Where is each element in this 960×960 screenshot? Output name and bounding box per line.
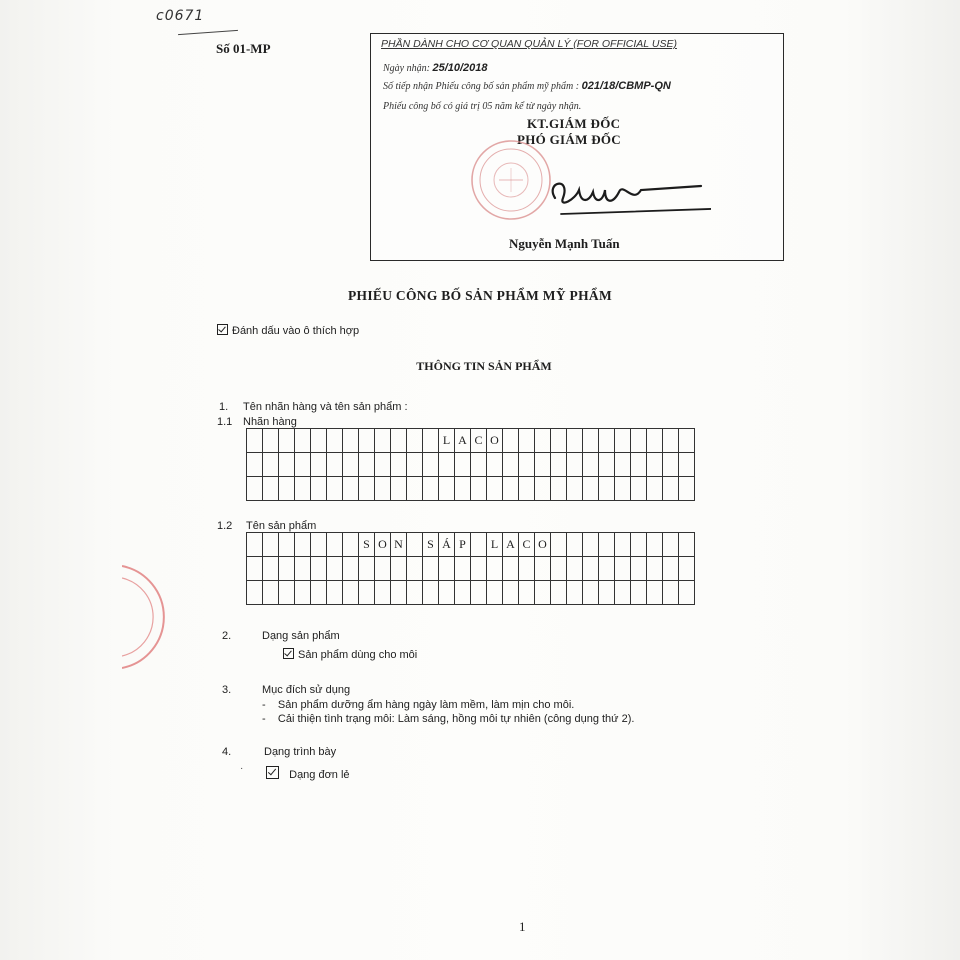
grid-cell: [439, 453, 455, 477]
grid-cell: [343, 477, 359, 501]
grid-cell: C: [471, 429, 487, 453]
grid-cell: [295, 477, 311, 501]
grid-cell: [519, 557, 535, 581]
grid-cell: [263, 429, 279, 453]
grid-cell: [263, 581, 279, 605]
grid-cell: [663, 557, 679, 581]
grid-cell: [551, 533, 567, 557]
grid-cell: [423, 477, 439, 501]
grid-cell: [327, 557, 343, 581]
grid-cell: [487, 581, 503, 605]
receipt-number-label: Số tiếp nhận Phiếu công bố sản phẩm mỹ phẩm :: [383, 81, 580, 92]
receipt-number-value: 021/18/CBMP-QN: [581, 80, 671, 92]
grid-cell: [423, 453, 439, 477]
grid-cell: [583, 477, 599, 501]
item-3-bullet: - Sản phẩm dưỡng ẩm hàng ngày làm mềm, làm mịn cho môi.: [262, 699, 575, 711]
grid-cell: [599, 557, 615, 581]
grid-cell: [375, 453, 391, 477]
grid-cell: [567, 477, 583, 501]
grid-cell: [663, 533, 679, 557]
grid-cell: [679, 477, 695, 501]
grid-cell: [359, 477, 375, 501]
grid-cell: [279, 453, 295, 477]
grid-cell: [311, 477, 327, 501]
grid-cell: [551, 477, 567, 501]
grid-cell: [471, 557, 487, 581]
received-date-line: [383, 62, 488, 74]
grid-cell: [279, 581, 295, 605]
grid-cell: [599, 453, 615, 477]
grid-cell: P: [455, 533, 471, 557]
item-4-number: 4.: [222, 746, 232, 758]
grid-cell: [407, 557, 423, 581]
grid-cell: [375, 581, 391, 605]
grid-cell: [359, 581, 375, 605]
grid-cell: [311, 429, 327, 453]
grid-cell: [327, 453, 343, 477]
grid-cell: [487, 557, 503, 581]
grid-cell: [407, 453, 423, 477]
grid-cell: [327, 477, 343, 501]
grid-cell: [247, 581, 263, 605]
grid-cell: A: [455, 429, 471, 453]
grid-cell: [567, 429, 583, 453]
item-2-label: Dạng sản phẩm: [262, 630, 340, 642]
grid-cell: [391, 477, 407, 501]
grid-cell: [503, 557, 519, 581]
grid-cell: [615, 453, 631, 477]
grid-cell: [647, 533, 663, 557]
grid-cell: [535, 477, 551, 501]
grid-cell: O: [535, 533, 551, 557]
grid-cell: [663, 453, 679, 477]
grid-cell: [343, 533, 359, 557]
grid-cell: [247, 533, 263, 557]
grid-cell: [359, 453, 375, 477]
grid-cell: [631, 477, 647, 501]
grid-cell: [247, 453, 263, 477]
grid-cell: [327, 429, 343, 453]
grid-cell: [311, 581, 327, 605]
grid-cell: [455, 453, 471, 477]
grid-cell: [279, 429, 295, 453]
grid-cell: [535, 429, 551, 453]
item-1-2-number: 1.2: [217, 520, 233, 532]
grid-cell: [679, 533, 695, 557]
grid-cell: [647, 477, 663, 501]
grid-cell: [407, 581, 423, 605]
grid-cell: [663, 581, 679, 605]
grid-cell: [263, 557, 279, 581]
item-4-option-text: Dạng đơn lẻ: [289, 769, 350, 781]
product-name-grid: [246, 532, 695, 605]
grid-cell: [535, 557, 551, 581]
grid-cell: [311, 453, 327, 477]
page-number: 1: [519, 919, 526, 934]
grid-cell: O: [487, 429, 503, 453]
grid-cell: [567, 581, 583, 605]
grid-cell: [311, 533, 327, 557]
item-3-bullet-text: Sản phẩm dưỡng ẩm hàng ngày làm mềm, làm mịn cho môi.: [277, 699, 575, 711]
grid-cell: [631, 429, 647, 453]
grid-cell: [679, 453, 695, 477]
grid-cell: [327, 581, 343, 605]
item-4-label: Dạng trình bày: [264, 746, 337, 758]
grid-cell: [295, 557, 311, 581]
item-3-label: Mục đích sử dụng: [262, 684, 351, 696]
handwritten-underline: [178, 30, 238, 35]
grid-cell: [663, 429, 679, 453]
grid-cell: [391, 453, 407, 477]
official-use-box: [370, 33, 784, 261]
grid-cell: [599, 429, 615, 453]
brand-name-grid: [246, 428, 695, 501]
grid-cell: [359, 429, 375, 453]
grid-cell: [455, 581, 471, 605]
checked-box-icon: [283, 648, 294, 659]
grid-cell: Á: [439, 533, 455, 557]
grid-cell: [311, 557, 327, 581]
grid-cell: [519, 429, 535, 453]
handwritten-number: c0671: [156, 8, 205, 24]
grid-cell: [519, 453, 535, 477]
checked-box-icon: [217, 324, 228, 335]
grid-cell: [295, 429, 311, 453]
grid-cell: [599, 533, 615, 557]
grid-cell: [375, 477, 391, 501]
grid-cell: [503, 453, 519, 477]
check-instruction: [217, 324, 359, 337]
grid-cell: [375, 429, 391, 453]
official-box-title: PHẦN DÀNH CHO CƠ QUAN QUẢN LÝ (FOR OFFICIAL USE): [381, 38, 677, 50]
grid-cell: [423, 557, 439, 581]
grid-cell: [423, 429, 439, 453]
grid-cell: [679, 557, 695, 581]
grid-cell: [583, 429, 599, 453]
grid-cell: [615, 477, 631, 501]
grid-cell: [551, 429, 567, 453]
partial-seal-stamp: [122, 562, 166, 672]
grid-cell: [551, 581, 567, 605]
grid-cell: [583, 453, 599, 477]
grid-cell: [439, 477, 455, 501]
grid-cell: [487, 477, 503, 501]
grid-cell: [679, 581, 695, 605]
grid-cell: [391, 557, 407, 581]
grid-cell: [503, 581, 519, 605]
grid-cell: [599, 581, 615, 605]
grid-cell: [567, 557, 583, 581]
grid-cell: [423, 581, 439, 605]
grid-cell: [343, 581, 359, 605]
item-1-label: Tên nhãn hàng và tên sản phẩm :: [243, 401, 408, 413]
grid-cell: [471, 453, 487, 477]
grid-cell: [327, 533, 343, 557]
grid-cell: [487, 453, 503, 477]
grid-cell: [647, 453, 663, 477]
grid-cell: [391, 581, 407, 605]
grid-cell: [391, 429, 407, 453]
grid-cell: [631, 533, 647, 557]
grid-cell: [503, 477, 519, 501]
signer-title-1: KT.GIÁM ĐỐC: [527, 116, 621, 131]
grid-cell: [343, 557, 359, 581]
item-3-bullet-text: Cải thiện tình trạng môi: Làm sáng, hồng môi tự nhiên (công dụng thứ 2).: [277, 713, 635, 725]
grid-cell: [535, 581, 551, 605]
grid-cell: [519, 581, 535, 605]
item-3-bullet: - Cải thiện tình trạng môi: Làm sáng, hồng môi tự nhiên (công dụng thứ 2).: [262, 713, 635, 725]
grid-cell: [247, 477, 263, 501]
grid-cell: [583, 581, 599, 605]
grid-cell: [263, 533, 279, 557]
item-1-2-label: Tên sản phẩm: [246, 520, 317, 532]
grid-cell: [647, 581, 663, 605]
grid-cell: N: [391, 533, 407, 557]
grid-cell: [407, 533, 423, 557]
grid-cell: [631, 581, 647, 605]
grid-cell: [295, 581, 311, 605]
grid-cell: [343, 429, 359, 453]
grid-cell: [247, 429, 263, 453]
grid-cell: [503, 429, 519, 453]
section-title: THÔNG TIN SẢN PHẨM: [416, 359, 552, 373]
grid-cell: [615, 533, 631, 557]
form-number: Số 01-MP: [216, 41, 271, 56]
grid-cell: [439, 557, 455, 581]
grid-cell: [615, 557, 631, 581]
grid-cell: O: [375, 533, 391, 557]
item-2-option: [283, 648, 417, 661]
check-instruction-text: Đánh dấu vào ô thích hợp: [232, 325, 360, 337]
grid-cell: [583, 533, 599, 557]
grid-cell: [567, 453, 583, 477]
grid-cell: [359, 557, 375, 581]
grid-cell: A: [503, 533, 519, 557]
item-3-number: 3.: [222, 684, 232, 696]
grid-cell: [631, 557, 647, 581]
signer-name: Nguyễn Mạnh Tuấn: [509, 236, 620, 251]
grid-cell: L: [439, 429, 455, 453]
received-date-label: Ngày nhận:: [383, 63, 430, 74]
grid-cell: [647, 429, 663, 453]
grid-cell: [279, 557, 295, 581]
item-1-1-number: 1.1: [217, 416, 233, 428]
item-1-number: 1.: [219, 401, 229, 413]
grid-cell: [247, 557, 263, 581]
grid-cell: [615, 581, 631, 605]
item-2-number: 2.: [222, 630, 232, 642]
grid-cell: [407, 477, 423, 501]
grid-cell: [407, 429, 423, 453]
grid-cell: [343, 453, 359, 477]
grid-cell: [263, 477, 279, 501]
grid-cell: [647, 557, 663, 581]
grid-cell: [295, 453, 311, 477]
grid-cell: C: [519, 533, 535, 557]
grid-cell: [263, 453, 279, 477]
grid-cell: S: [423, 533, 439, 557]
handwritten-signature: [541, 164, 711, 224]
margin-tick-mark: ·: [240, 763, 244, 774]
item-4-option: [266, 766, 350, 781]
grid-cell: [295, 533, 311, 557]
grid-cell: [615, 429, 631, 453]
grid-cell: [535, 453, 551, 477]
checked-box-icon: [266, 766, 279, 779]
grid-cell: S: [359, 533, 375, 557]
grid-cell: [471, 581, 487, 605]
grid-cell: [567, 533, 583, 557]
grid-cell: [599, 477, 615, 501]
receipt-number-line: [383, 80, 671, 92]
grid-cell: [455, 557, 471, 581]
document-title: PHIẾU CÔNG BỐ SẢN PHẨM MỸ PHẨM: [348, 288, 612, 303]
grid-cell: [679, 429, 695, 453]
grid-cell: [519, 477, 535, 501]
grid-cell: [279, 533, 295, 557]
grid-cell: [631, 453, 647, 477]
grid-cell: [471, 477, 487, 501]
grid-cell: [375, 557, 391, 581]
item-2-option-text: Sản phẩm dùng cho môi: [298, 649, 418, 661]
validity-line: Phiếu công bố có giá trị 05 năm kể từ ngày nhận.: [383, 101, 582, 112]
item-1-1-label: Nhãn hàng: [243, 416, 297, 428]
grid-cell: [455, 477, 471, 501]
grid-cell: [551, 453, 567, 477]
signer-title-2: PHÓ GIÁM ĐỐC: [517, 132, 621, 147]
grid-cell: [279, 477, 295, 501]
grid-cell: L: [487, 533, 503, 557]
grid-cell: [583, 557, 599, 581]
grid-cell: [439, 581, 455, 605]
received-date-value: 25/10/2018: [432, 62, 488, 74]
grid-cell: [663, 477, 679, 501]
grid-cell: [471, 533, 487, 557]
grid-cell: [551, 557, 567, 581]
